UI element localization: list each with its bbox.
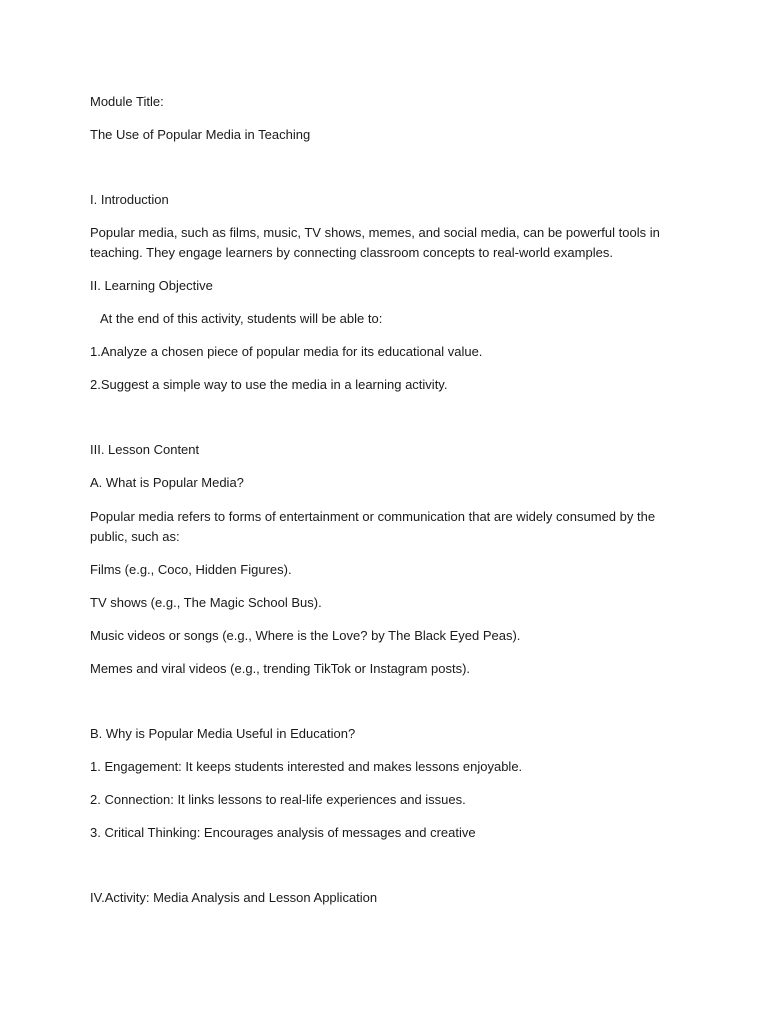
definition-line: public, such as: <box>90 529 180 544</box>
objective-item: 2.Suggest a simple way to use the media in a learning activity. <box>90 377 448 392</box>
objective-item: 1.Analyze a chosen piece of popular media for its educational value. <box>90 344 483 359</box>
media-example-item: Memes and viral videos (e.g., trending TikTok or Instagram posts). <box>90 661 471 676</box>
section-heading-activity: IV.Activity: Media Analysis and Lesson Application <box>90 890 378 905</box>
media-example-item: Films (e.g., Coco, Hidden Figures). <box>90 562 292 577</box>
section-heading-learning-objective: II. Learning Objective <box>90 278 213 293</box>
introduction-line: teaching. They engage learners by connecting classroom concepts to real-world examples. <box>90 245 613 260</box>
definition-line: Popular media refers to forms of entertainment or communication that are widely consumed by the <box>90 509 656 524</box>
introduction-paragraph <box>90 223 662 263</box>
definition-paragraph <box>90 507 662 547</box>
module-title-label: Module Title: <box>90 94 164 109</box>
objective-intro: At the end of this activity, students will be able to: <box>100 311 383 326</box>
usefulness-point: 2. Connection: It links lessons to real-life experiences and issues. <box>90 792 466 807</box>
section-heading-introduction: I. Introduction <box>90 192 169 207</box>
usefulness-point: 1. Engagement: It keeps students interested and makes lessons enjoyable. <box>90 759 523 774</box>
subheading-what-is-popular-media: A. What is Popular Media? <box>90 475 244 490</box>
subheading-why-useful: B. Why is Popular Media Useful in Education? <box>90 726 356 741</box>
section-heading-lesson-content: III. Lesson Content <box>90 442 200 457</box>
introduction-line: Popular media, such as films, music, TV shows, memes, and social media, can be powerful tools in <box>90 225 660 240</box>
media-example-item: Music videos or songs (e.g., Where is the Love? by The Black Eyed Peas). <box>90 628 521 643</box>
module-title: The Use of Popular Media in Teaching <box>90 127 311 142</box>
media-example-item: TV shows (e.g., The Magic School Bus). <box>90 595 322 610</box>
usefulness-point: 3. Critical Thinking: Encourages analysis of messages and creative <box>90 825 476 840</box>
